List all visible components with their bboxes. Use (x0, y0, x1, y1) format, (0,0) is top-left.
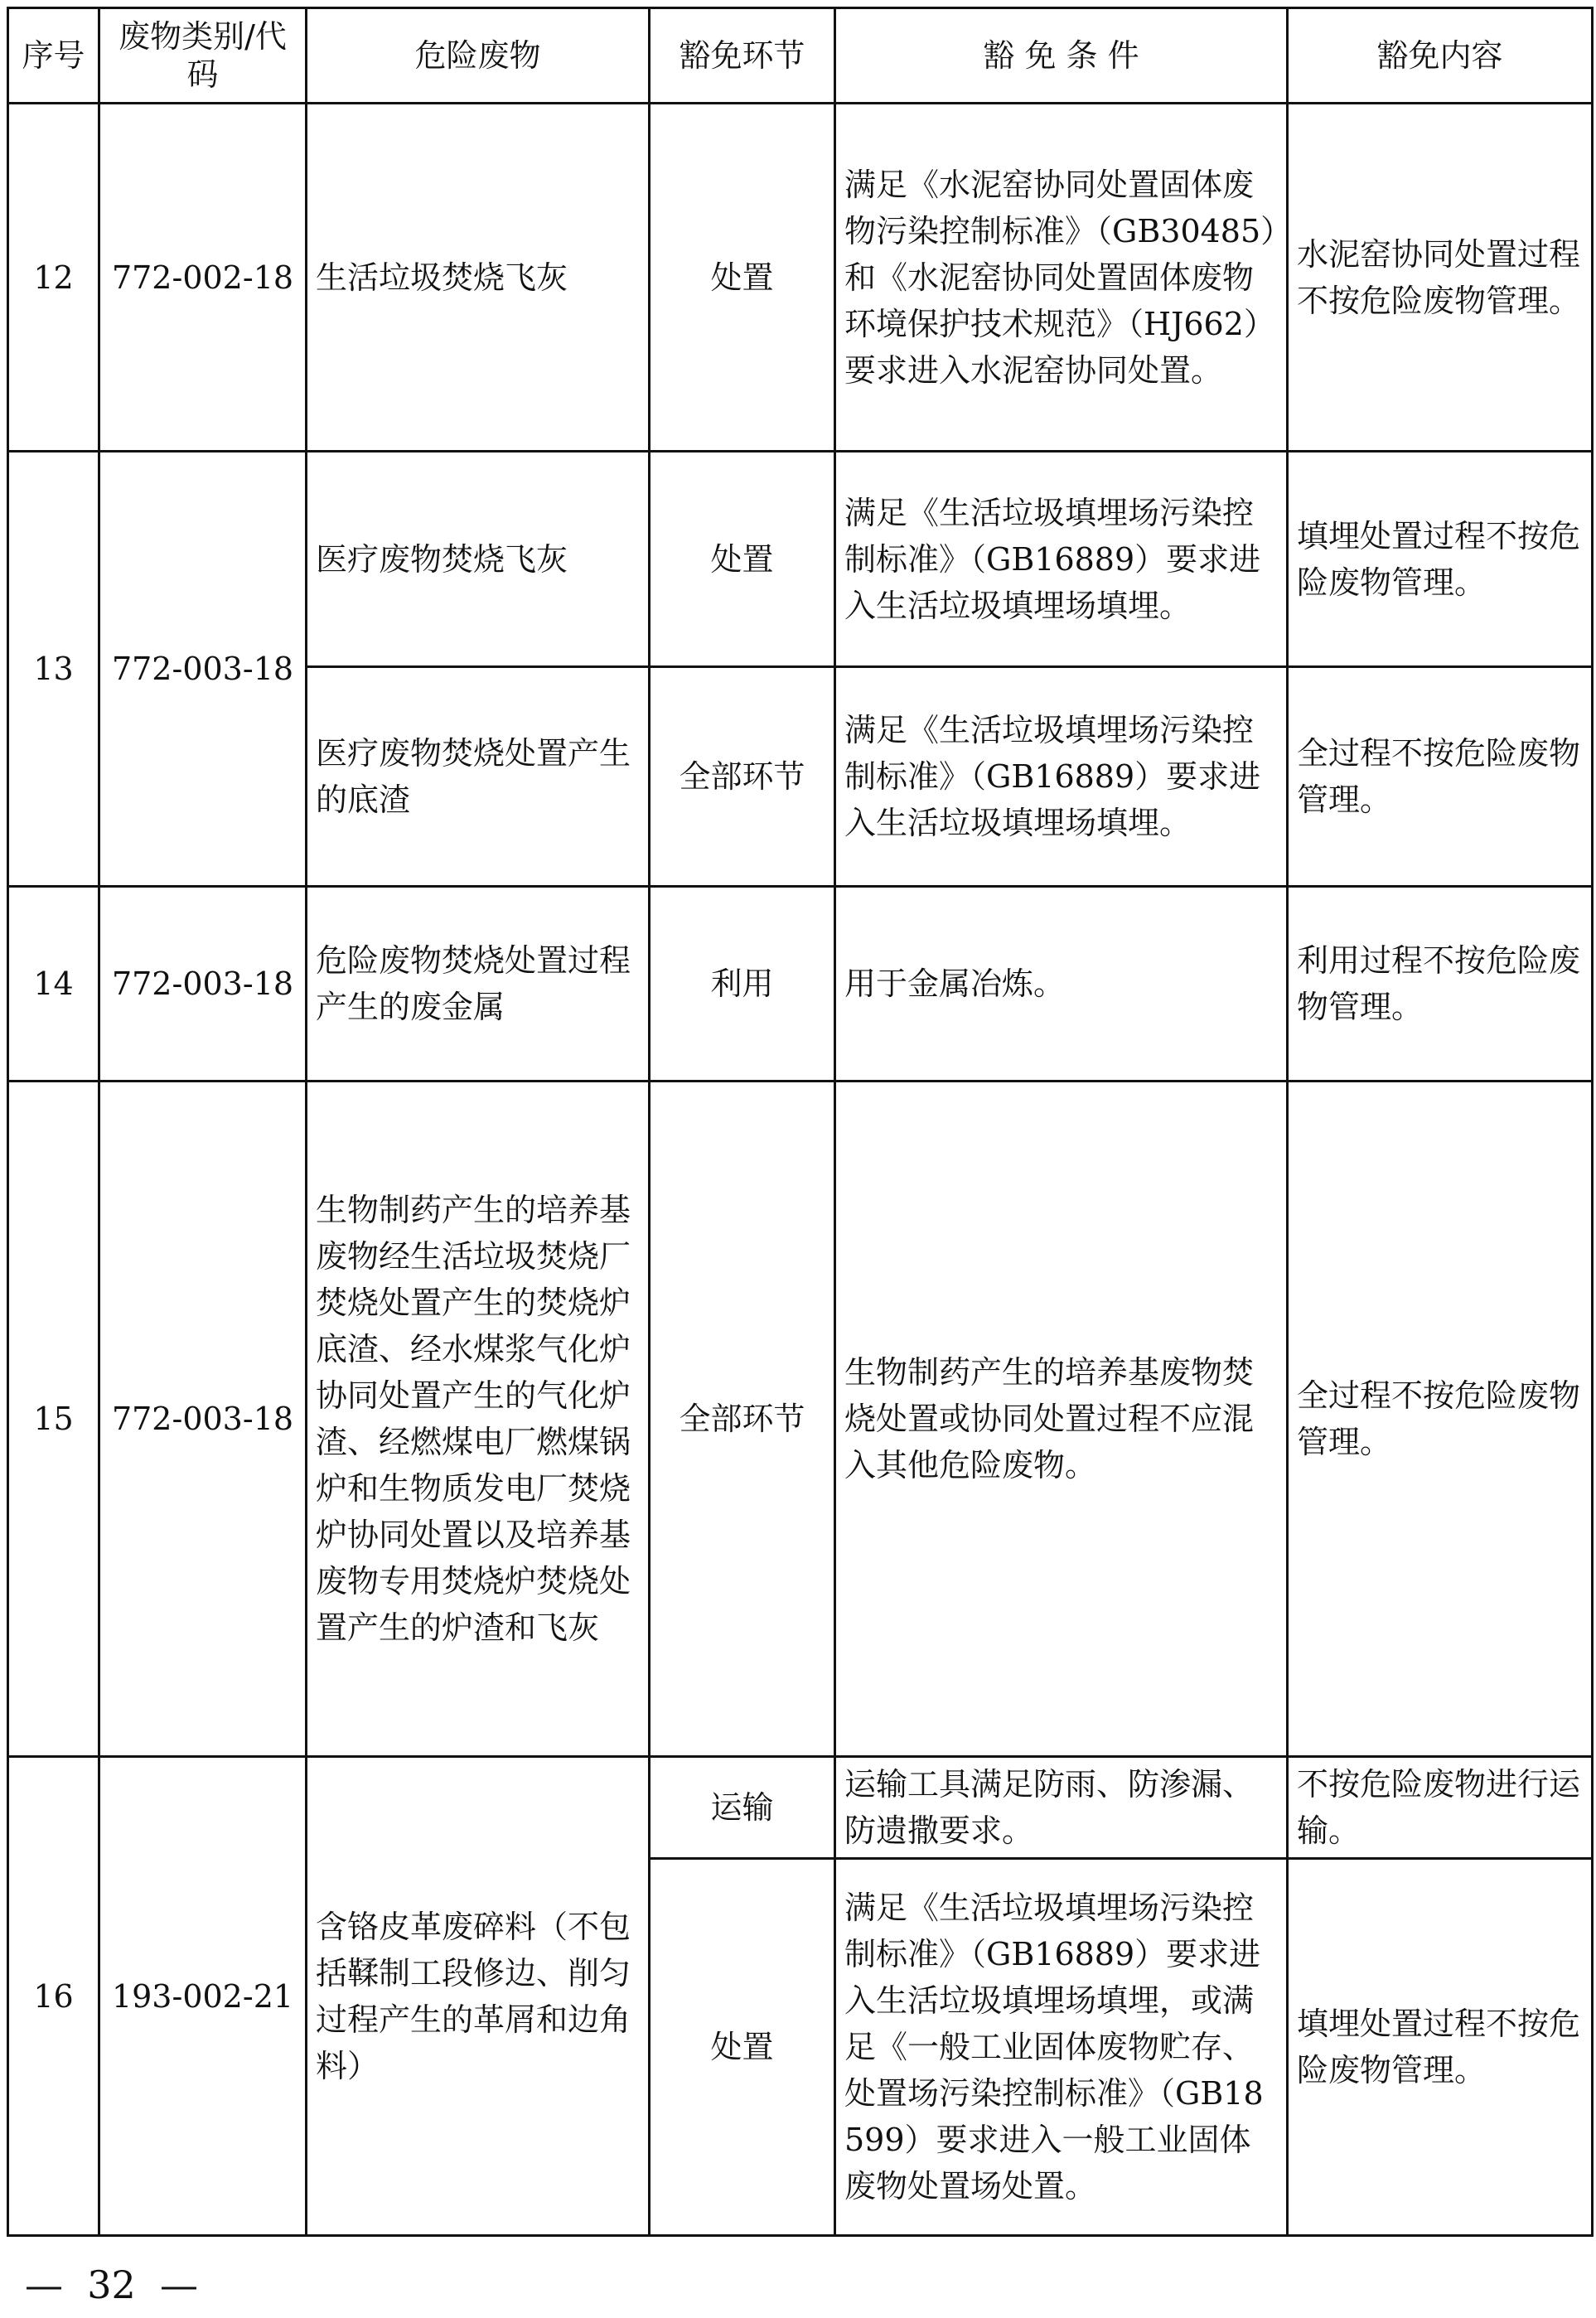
waste-cell: 生活垃圾焚烧飞灰 (307, 104, 650, 452)
stage-cell: 处置 (650, 1859, 835, 2236)
header-content: 豁免内容 (1288, 8, 1593, 104)
content-cell: 填埋处置过程不按危险废物管理。 (1288, 1859, 1593, 2236)
seq-cell: 16 (8, 1757, 99, 2236)
code-cell: 772-003-18 (99, 887, 307, 1082)
page-number: — 32 — (25, 2262, 199, 2307)
table-row (8, 887, 1593, 1082)
stage-cell: 运输 (650, 1757, 835, 1859)
condition-cell: 运输工具满足防雨、防渗漏、防遗撒要求。 (835, 1757, 1288, 1859)
code-cell: 193-002-21 (99, 1757, 307, 2236)
header-category: 废物类别/代码 (99, 8, 307, 104)
condition-cell: 满足《生活垃圾填埋场污染控制标准》（GB16889）要求进入生活垃圾填埋场填埋，或满足《一般工业固体废物贮存、处置场污染控制标准》（GB18599）要求进入一般工业固体废物处置场处置。 (835, 1859, 1288, 2236)
header-seq: 序号 (8, 8, 99, 104)
content-cell: 填埋处置过程不按危险废物管理。 (1288, 452, 1593, 667)
content-cell: 全过程不按危险废物管理。 (1288, 1082, 1593, 1757)
header-condition: 豁 免 条 件 (835, 8, 1288, 104)
waste-cell: 生物制药产生的培养基废物经生活垃圾焚烧厂焚烧处置产生的焚烧炉底渣、经水煤浆气化炉协同处置产生的气化炉渣、经燃煤电厂燃煤锅炉和生物质发电厂焚烧炉协同处置以及培养基废物专用焚烧炉焚烧处置产生的炉渣和飞灰 (307, 1082, 650, 1757)
waste-cell: 危险废物焚烧处置过程产生的废金属 (307, 887, 650, 1082)
stage-cell: 处置 (650, 104, 835, 452)
seq-cell: 13 (8, 452, 99, 887)
condition-cell: 生物制药产生的培养基废物焚烧处置或协同处置过程不应混入其他危险废物。 (835, 1082, 1288, 1757)
content-cell: 全过程不按危险废物管理。 (1288, 667, 1593, 887)
exemption-table (7, 7, 1594, 2237)
content-cell: 不按危险废物进行运输。 (1288, 1757, 1593, 1859)
stage-cell: 处置 (650, 452, 835, 667)
content-cell: 水泥窑协同处置过程不按危险废物管理。 (1288, 104, 1593, 452)
table-row (8, 452, 1593, 667)
condition-cell: 满足《生活垃圾填埋场污染控制标准》（GB16889）要求进入生活垃圾填埋场填埋。 (835, 452, 1288, 667)
seq-cell: 12 (8, 104, 99, 452)
content-cell: 利用过程不按危险废物管理。 (1288, 887, 1593, 1082)
stage-cell: 全部环节 (650, 667, 835, 887)
condition-cell: 用于金属冶炼。 (835, 887, 1288, 1082)
waste-cell: 医疗废物焚烧处置产生的底渣 (307, 667, 650, 887)
table-row (8, 104, 1593, 452)
code-cell: 772-002-18 (99, 104, 307, 452)
header-waste: 危险废物 (307, 8, 650, 104)
waste-cell: 医疗废物焚烧飞灰 (307, 452, 650, 667)
condition-cell: 满足《水泥窑协同处置固体废物污染控制标准》（GB30485）和《水泥窑协同处置固体废物环境保护技术规范》（HJ662）要求进入水泥窑协同处置。 (835, 104, 1288, 452)
header-row (8, 8, 1593, 104)
seq-cell: 15 (8, 1082, 99, 1757)
code-cell: 772-003-18 (99, 1082, 307, 1757)
stage-cell: 利用 (650, 887, 835, 1082)
header-stage: 豁免环节 (650, 8, 835, 104)
seq-cell: 14 (8, 887, 99, 1082)
waste-cell: 含铬皮革废碎料（不包括鞣制工段修边、削匀过程产生的革屑和边角料） (307, 1757, 650, 2236)
table-row (8, 1082, 1593, 1757)
code-cell: 772-003-18 (99, 452, 307, 887)
stage-cell: 全部环节 (650, 1082, 835, 1757)
condition-cell: 满足《生活垃圾填埋场污染控制标准》（GB16889）要求进入生活垃圾填埋场填埋。 (835, 667, 1288, 887)
table-row (8, 1757, 1593, 1859)
